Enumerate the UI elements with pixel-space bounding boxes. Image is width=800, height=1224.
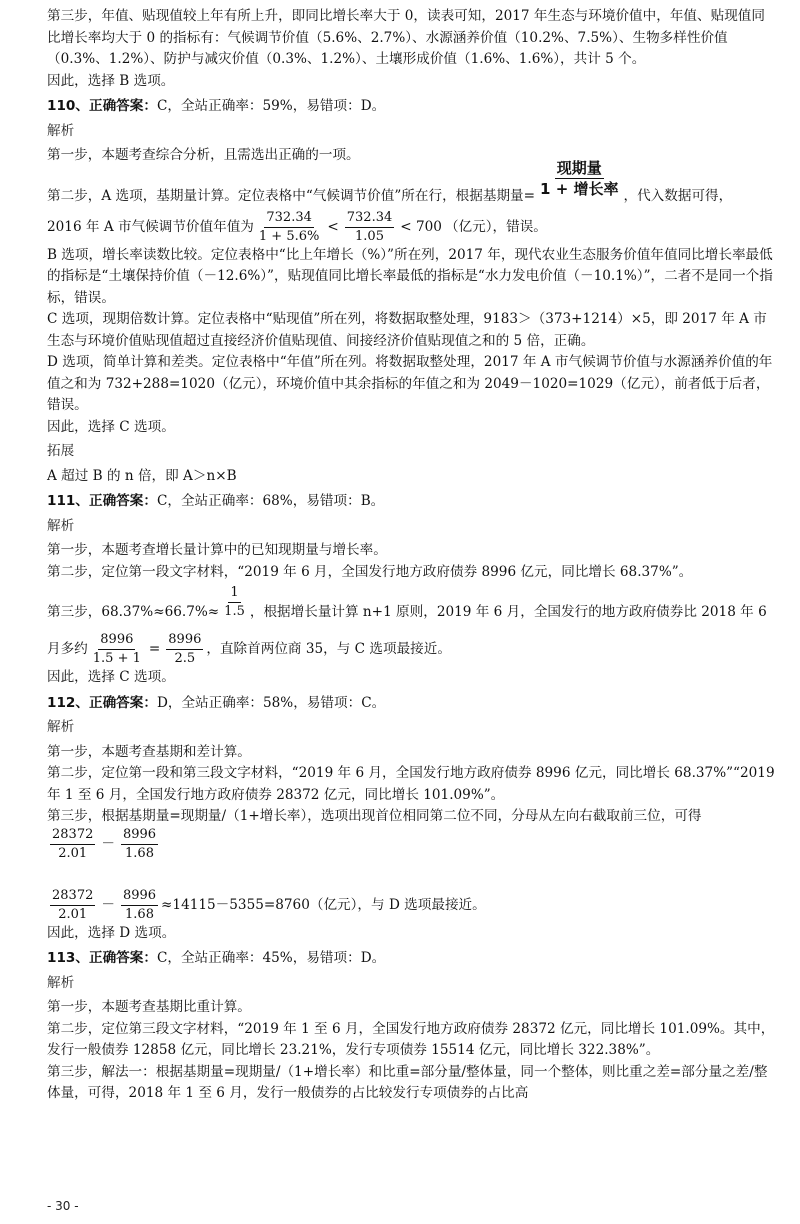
fraction-denominator: 1.05 — [355, 228, 384, 244]
fraction-denominator: 1 + 5.6% — [258, 228, 320, 244]
question-header-112 — [47, 693, 775, 715]
step-text: 第一步，本题考查增长量计算中的已知现期量与增长率。 — [47, 542, 387, 558]
fraction-denominator: 2.01 — [58, 906, 88, 922]
analysis-label: 解析 — [47, 719, 75, 735]
fraction-denominator: 2.01 — [58, 845, 88, 861]
analysis-label: 解析 — [47, 122, 75, 139]
math-operator: － — [101, 835, 115, 852]
fraction-numerator: 1 — [228, 585, 240, 603]
paragraph: 第三步，年值、贴现值较上年有所上升，即同比增长率大于 0，读表可知，2017 年生态与环境价值中，年值、贴现值同比增长率均大于 0 的指标有：气候调节价值（5.6%、2.7%）、水源涵养价值（10.2%、7.5%）、生物多样性价值（0.3%、1.2%）、防护与减灾价值（0.3%、1.2%）、土壤形成价值（1.6%、1.6%），共计 5 个。 — [47, 8, 765, 67]
formula-fraction — [121, 827, 158, 862]
extension-label: 拓展 — [47, 443, 75, 459]
analysis-label: 解析 — [47, 517, 75, 534]
fraction-numerator: 8996 — [121, 827, 158, 845]
formula-fraction — [50, 888, 95, 923]
conclusion: 因此，选择 D 选项。 — [47, 924, 176, 941]
answer-label: 正确答案： — [88, 493, 157, 509]
formula-fraction — [121, 888, 158, 923]
formula-fraction — [91, 632, 143, 667]
step-text-part: 月多约 — [47, 641, 88, 657]
option-b-analysis: B 选项，增长率读数比较。定位表格中“比上年增长（%）”所在列，2017 年，现代农业生态服务价值年值同比增长率最低的指标是“土壤保持价值（－12.6%）”，贴现值同比增长率最低的指标是“水力发电价值（－10.1%）”，二者不是同一个指标，错误。 — [47, 246, 773, 306]
fraction-numerator: 现期量 — [556, 158, 602, 177]
conclusion: 因此，选择 C 选项。 — [47, 418, 175, 435]
question-header-111 — [47, 491, 775, 513]
option-c-analysis: C 选项，现期倍数计算。定位表格中“贴现值”所在列，将数据取整处理，9183＞（373+1214）×5，即 2017 年 A 市生态与环境价值贴现值超过直接经济价值贴现值、间接经济价值贴现值之和的 5 倍，正确。 — [47, 311, 767, 349]
math-operator: － — [101, 896, 115, 913]
formula-fraction — [50, 827, 95, 862]
answer-info: C，全站正确率：68%，易错项：B。 — [156, 493, 385, 509]
answer-info: D，全站正确率：58%，易错项：C。 — [156, 694, 386, 711]
question-number: 111、 — [47, 493, 89, 509]
question-number: 110、 — [47, 98, 89, 114]
step-text — [47, 158, 775, 216]
step-text: 第一步，本题考查综合分析，且需选出正确的一项。 — [47, 147, 360, 163]
page-break-fragment — [47, 826, 775, 861]
conclusion: 因此，选择 C 选项。 — [47, 669, 175, 685]
step-text: 第三步，解法一：根据基期量=现期量/（1+增长率）和比重=部分量/整体量，同一个整体，则比重之差=部分量之差/整体量，可得，2018 年 1 至 6 月，发行一般债券的占比较发行专项债券的占比高 — [47, 1063, 768, 1101]
question-number: 112、 — [47, 694, 89, 711]
step-text-part: 第二步，A 选项，基期量计算。定位表格中“气候调节价值”所在行，根据基期量= — [47, 187, 536, 204]
formula-line — [47, 888, 775, 923]
fraction-numerator: 732.34 — [345, 210, 395, 228]
step-text-part: ，根据增长量计算 n+1 原则，2019 年 6 月，全国发行的地方政府债券比 2018 年 6 — [249, 604, 767, 620]
math-operator: < — [327, 218, 339, 235]
fraction-denominator: 2.5 — [174, 651, 196, 666]
step-text — [47, 585, 775, 630]
math-operator: < 700 — [400, 218, 442, 235]
analysis-label: 解析 — [47, 974, 75, 991]
document-page — [47, 6, 775, 1105]
fraction-numerator: 28372 — [50, 827, 95, 845]
fraction-numerator: 8996 — [121, 888, 158, 906]
formula-line — [47, 632, 775, 667]
fraction-denominator: 1 + 增长率 — [540, 179, 619, 198]
fraction-denominator: 1.68 — [125, 906, 154, 922]
math-operator: = — [148, 641, 161, 657]
question-header-110 — [47, 96, 775, 118]
step-text: 第二步，定位第一段和第三段文字材料，“2019 年 6 月，全国发行地方政府债券 8996 亿元，同比增长 68.37%”“2019 年 1 至 6 月，全国发行地方政府债券 28372 亿元，同比增长 101.09%”。 — [47, 765, 775, 803]
fraction-denominator: 1.5 + 1 — [92, 651, 141, 666]
option-d-analysis: D 选项，简单计算和差类。定位表格中“年值”所在列。将数据取整处理，2017 年 A 市气候调节价值与水源涵养价值的年值之和为 732+288=1020（亿元），环境价值中其余指标的年值之和为 2049－1020=1029（亿元），前者低于后者，错误。 — [47, 354, 773, 413]
step-text: 第一步，本题考查基期和差计算。 — [47, 743, 251, 760]
step-text-part: （亿元），错误。 — [444, 218, 547, 235]
question-header-113 — [47, 948, 775, 970]
step-text-part: ，代入数据可得， — [623, 187, 733, 204]
formula-base-fraction — [538, 159, 620, 198]
answer-label: 正确答案： — [88, 950, 157, 966]
formula-fraction — [222, 585, 247, 620]
conclusion: 因此，选择 B 选项。 — [47, 72, 175, 89]
fraction-numerator: 28372 — [50, 888, 95, 906]
extension-text: A 超过 B 的 n 倍，即 A＞n×B — [47, 467, 237, 484]
step-text-part: 2016 年 A 市气候调节价值年值为 — [47, 218, 254, 235]
fraction-numerator: 8996 — [166, 632, 203, 650]
answer-info: C，全站正确率：45%，易错项：D。 — [156, 950, 386, 966]
fraction-denominator: 1.68 — [125, 845, 154, 861]
step-text-part: ，直除首两位商 35，与 C 选项最接近。 — [206, 641, 451, 657]
step-text: 第一步，本题考查基期比重计算。 — [47, 999, 251, 1015]
fraction-denominator: 1.5 — [224, 604, 245, 619]
answer-info: C，全站正确率：59%，易错项：D。 — [156, 98, 386, 114]
step-text: 第三步，根据基期量=现期量/（1+增长率），选项出现首位相同第二位不同，分母从左向右截取前三位，可得 — [47, 808, 702, 824]
answer-label: 正确答案： — [88, 694, 157, 711]
fraction-numerator: 732.34 — [264, 210, 314, 228]
formula-fraction — [166, 632, 203, 667]
page-number: - 30 - — [47, 1199, 79, 1213]
step-text: 第二步，定位第一段文字材料，“2019 年 6 月，全国发行地方政府债券 8996 亿元，同比增长 68.37%”。 — [47, 563, 693, 580]
step-text: 第二步，定位第三段文字材料，“2019 年 1 至 6 月，全国发行地方政府债券 28372 亿元，同比增长 101.09%。其中，发行一般债券 12858 亿元，同比增长 23.21%，发行专项债券 15514 亿元，同比增长 322.38%”。 — [47, 1020, 775, 1058]
step-text-part: 第三步，68.37%≈66.7%≈ — [47, 604, 220, 620]
step-text-part: ≈14115－5355=8760（亿元），与 D 选项最接近。 — [161, 896, 486, 913]
question-number: 113、 — [47, 950, 89, 966]
fraction-numerator: 8996 — [98, 632, 135, 650]
answer-label: 正确答案： — [88, 98, 157, 114]
